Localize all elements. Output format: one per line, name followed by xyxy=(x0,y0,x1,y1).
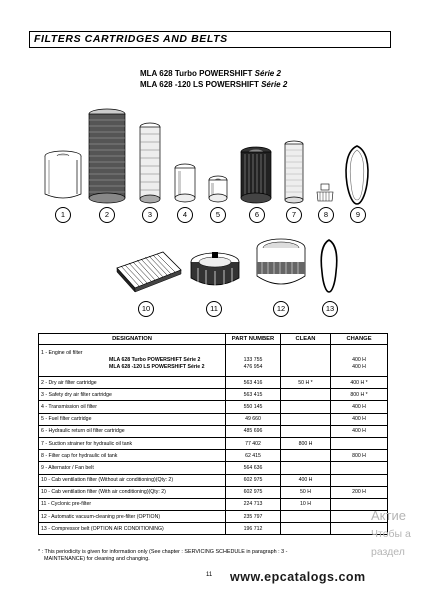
table-row xyxy=(39,486,388,498)
overlay-line-1: Актие xyxy=(371,508,406,523)
row-part-number: 602 975 xyxy=(226,474,281,486)
transmission-oil-filter-illustration xyxy=(173,163,197,203)
row-designation: 7 - Suction strainer for hydraulic oil tank xyxy=(39,437,226,449)
cab-ventilation-filter-illustration xyxy=(113,248,185,294)
row-designation: 10 - Cab ventilation filter (Without air conditioning)(Qty: 2) xyxy=(39,474,226,486)
table-row xyxy=(39,401,388,413)
row-clean: 50 H xyxy=(281,486,331,498)
section-title: FILTERS CARTRIDGES AND BELTS xyxy=(34,33,228,45)
footnote-line-2: MAINTENANCE) for cleaning and changing. xyxy=(44,556,150,562)
engine-oil-change-1: 400 H xyxy=(352,357,366,363)
row-change xyxy=(331,462,388,474)
row-designation: 9 - Alternator / Fan belt xyxy=(39,462,226,474)
row-part-number: 563 415 xyxy=(226,389,281,401)
row-clean xyxy=(281,425,331,437)
row-part-number: 550 145 xyxy=(226,401,281,413)
row-clean: 50 H * xyxy=(281,377,331,389)
table-row xyxy=(39,377,388,389)
fuel-filter-illustration xyxy=(206,175,230,203)
row-change: 400 H xyxy=(331,401,388,413)
row-designation: 13 - Compressor belt (OPTION AIR CONDITIONING) xyxy=(39,523,226,535)
footnote-line-1: * : This periodicity is given for information only (See chapter : SERVICING SCHEDULE in paragraph : 3 - xyxy=(38,549,288,555)
table-row xyxy=(39,511,388,523)
callout-8: 8 xyxy=(318,207,334,223)
row-designation: 10 - Cab ventilation filter (With air conditioning)(Qty: 2) xyxy=(39,486,226,498)
model-1-name: MLA 628 Turbo POWERSHIFT xyxy=(140,69,255,78)
row-designation: 11 - Cyclonic pre-filter xyxy=(39,498,226,510)
table-row xyxy=(39,523,388,535)
model-2-name: MLA 628 -120 LS POWERSHIFT xyxy=(140,80,262,89)
table-row xyxy=(39,462,388,474)
row-part-number: 49 660 xyxy=(226,413,281,425)
callout-5: 5 xyxy=(210,207,226,223)
callout-6: 6 xyxy=(249,207,265,223)
row-designation: 8 - Filter cap for hydraulic oil tank xyxy=(39,450,226,462)
engine-oil-part-2: 476 954 xyxy=(243,364,263,370)
engine-oil-part xyxy=(226,345,281,377)
row-part-number: 563 416 xyxy=(226,377,281,389)
row-clean xyxy=(281,389,331,401)
row-change xyxy=(331,437,388,449)
row-clean xyxy=(281,523,331,535)
callout-13: 13 xyxy=(322,301,338,317)
row-clean: 400 H xyxy=(281,474,331,486)
callout-7: 7 xyxy=(286,207,302,223)
engine-oil-designation xyxy=(39,345,226,377)
overlay-line-2: Чтобы а xyxy=(371,528,411,540)
row-designation: 5 - Fuel filter cartridge xyxy=(39,413,226,425)
row-part-number: 564 636 xyxy=(226,462,281,474)
callout-11: 11 xyxy=(206,301,222,317)
table-row xyxy=(39,413,388,425)
table-row xyxy=(39,437,388,449)
model-titles xyxy=(140,68,287,90)
row-change: 400 H xyxy=(331,413,388,425)
row-change: 800 H xyxy=(331,450,388,462)
header-change: CHANGE xyxy=(331,334,388,345)
model-1-series: Série 2 xyxy=(254,69,281,78)
row-clean xyxy=(281,401,331,413)
callout-10: 10 xyxy=(138,301,154,317)
engine-oil-filter-illustration xyxy=(41,150,85,202)
row-change: 200 H xyxy=(331,486,388,498)
header-part-number: PART NUMBER xyxy=(226,334,281,345)
suction-strainer-illustration xyxy=(283,140,305,204)
table-row xyxy=(39,389,388,401)
row-part-number: 77 402 xyxy=(226,437,281,449)
compressor-belt-illustration xyxy=(316,238,342,296)
callout-3: 3 xyxy=(142,207,158,223)
table-header-row xyxy=(39,334,388,345)
row-part-number: 602 975 xyxy=(226,486,281,498)
dry-air-filter-illustration xyxy=(86,108,128,204)
table-row xyxy=(39,450,388,462)
safety-air-filter-illustration xyxy=(138,122,162,204)
row-change xyxy=(331,474,388,486)
row-part-number: 196 712 xyxy=(226,523,281,535)
overlay-line-3: раздел xyxy=(371,546,405,558)
row-part-number: 485 696 xyxy=(226,425,281,437)
callout-4: 4 xyxy=(177,207,193,223)
site-watermark: www.epcatalogs.com xyxy=(230,570,366,584)
table-row xyxy=(39,498,388,510)
model-line-2 xyxy=(140,79,287,90)
filters-table xyxy=(38,333,388,535)
row-designation: 4 - Transmission oil filter xyxy=(39,401,226,413)
page-number: 11 xyxy=(206,572,213,578)
row-designation: 3 - Safety dry air filter cartridge xyxy=(39,389,226,401)
hydraulic-return-filter-illustration xyxy=(239,146,273,204)
callout-2: 2 xyxy=(99,207,115,223)
row-part-number: 235 797 xyxy=(226,511,281,523)
model-2-series: Série 2 xyxy=(261,80,288,89)
row-part-number: 62 415 xyxy=(226,450,281,462)
callout-12: 12 xyxy=(273,301,289,317)
model-line-1 xyxy=(140,68,287,79)
alternator-belt-illustration xyxy=(340,144,374,206)
row-designation: 2 - Dry air filter cartridge xyxy=(39,377,226,389)
row-clean xyxy=(281,413,331,425)
engine-oil-change xyxy=(331,345,388,377)
engine-oil-model-1: MLA 628 Turbo POWERSHIFT Série 2 xyxy=(109,357,201,363)
table-row xyxy=(39,425,388,437)
row-part-number: 224 713 xyxy=(226,498,281,510)
row-designation: 12 - Automatic vacuum-cleaning pre-filter (OPTION) xyxy=(39,511,226,523)
callout-9: 9 xyxy=(350,207,366,223)
cyclonic-prefilter-illustration xyxy=(188,244,242,296)
row-change: 800 H * xyxy=(331,389,388,401)
table-row xyxy=(39,474,388,486)
section-header xyxy=(29,31,391,48)
filter-cap-illustration xyxy=(314,182,336,204)
engine-oil-part-1: 133 755 xyxy=(243,357,263,363)
row-change: 400 H xyxy=(331,425,388,437)
engine-oil-clean xyxy=(281,345,331,377)
engine-oil-model-2: MLA 628 -120 LS POWERSHIFT Série 2 xyxy=(109,364,205,370)
table-row-engine-oil xyxy=(39,345,388,377)
header-designation: DESIGNATION xyxy=(39,334,226,345)
vacuum-prefilter-illustration xyxy=(252,236,310,296)
callout-1: 1 xyxy=(55,207,71,223)
row-change: 400 H * xyxy=(331,377,388,389)
row-clean xyxy=(281,462,331,474)
row-clean: 10 H xyxy=(281,498,331,510)
engine-oil-title: 1 - Engine oil filter xyxy=(41,350,83,356)
engine-oil-change-2: 400 H xyxy=(352,364,366,370)
row-clean: 800 H xyxy=(281,437,331,449)
header-clean: CLEAN xyxy=(281,334,331,345)
footnote xyxy=(38,549,368,563)
row-clean xyxy=(281,511,331,523)
row-designation: 6 - Hydraulic return oil filter cartridge xyxy=(39,425,226,437)
row-clean xyxy=(281,450,331,462)
